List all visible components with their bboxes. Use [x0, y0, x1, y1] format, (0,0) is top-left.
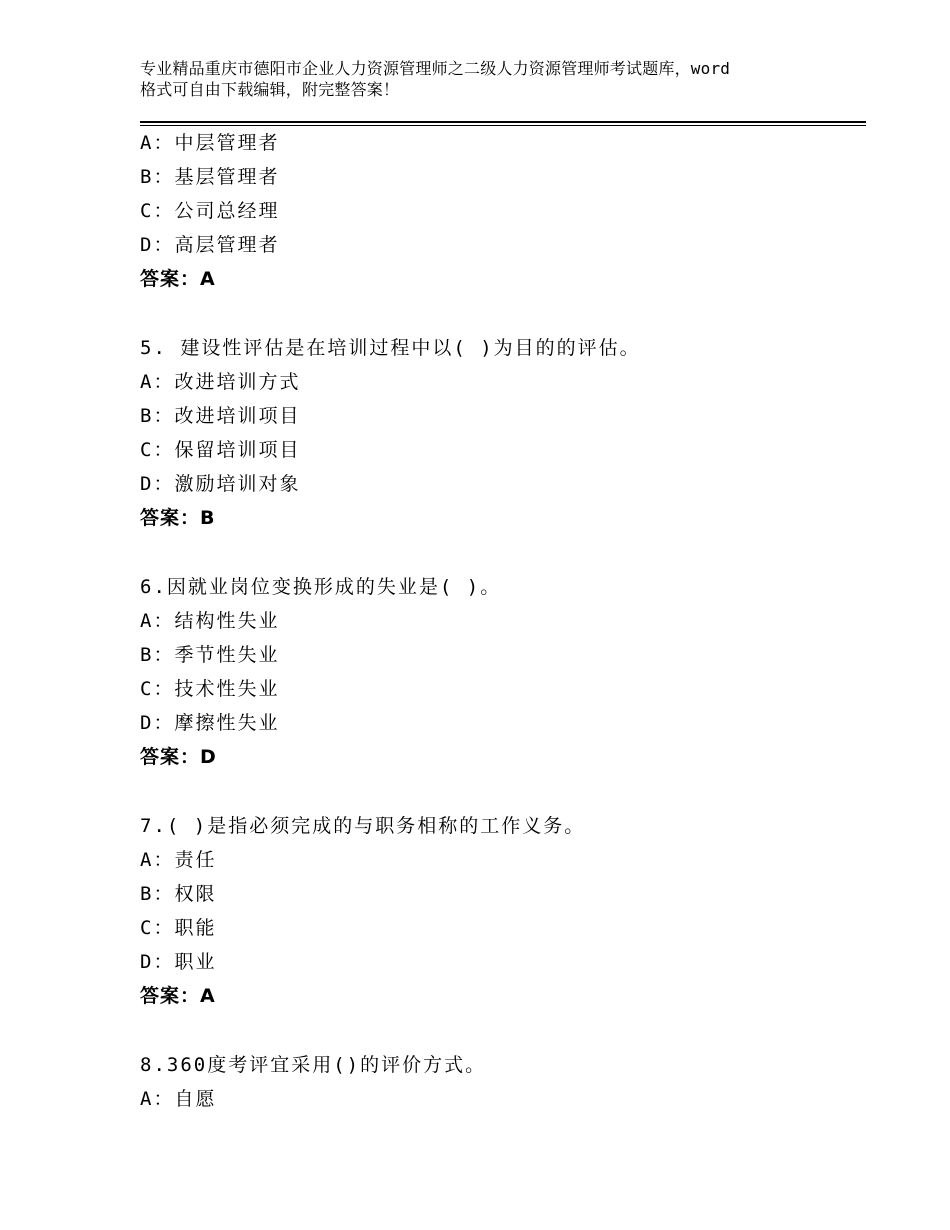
q7-answer: 答案：A	[140, 985, 216, 1007]
header-divider	[140, 121, 866, 126]
q6-answer: 答案：D	[140, 746, 217, 768]
q6-option-d: D：摩擦性失业	[140, 712, 280, 734]
header-line-1: 专业精品重庆市德阳市企业人力资源管理师之二级人力资源管理师考试题库，word	[140, 59, 731, 78]
q5-answer: 答案：B	[140, 507, 216, 529]
q4-option-b: B：基层管理者	[140, 166, 280, 188]
q7-option-b: B：权限	[140, 883, 217, 905]
q6-question: 6.因就业岗位变换形成的失业是( )。	[140, 576, 502, 598]
q7-option-c: C：职能	[140, 917, 217, 939]
q5-question: 5. 建设性评估是在培训过程中以( )为目的的评估。	[140, 337, 641, 359]
q4-option-a: A：中层管理者	[140, 132, 280, 154]
q5-option-d: D：激励培训对象	[140, 473, 301, 495]
q7-option-d: D：职业	[140, 951, 217, 973]
q6-option-b: B：季节性失业	[140, 644, 280, 666]
q7-option-a: A：责任	[140, 849, 217, 871]
q4-option-c: C：公司总经理	[140, 200, 280, 222]
q5-option-a: A：改进培训方式	[140, 371, 301, 393]
q8-question: 8.360度考评宜采用()的评价方式。	[140, 1054, 487, 1076]
q5-option-b: B：改进培训项目	[140, 405, 301, 427]
q4-option-d: D：高层管理者	[140, 234, 280, 256]
q7-question: 7.( )是指必须完成的与职务相称的工作义务。	[140, 815, 586, 837]
q4-answer: 答案：A	[140, 268, 216, 290]
document-header	[140, 58, 830, 100]
header-line-2: 格式可自由下载编辑，附完整答案！	[140, 80, 400, 99]
q6-option-a: A：结构性失业	[140, 610, 280, 632]
q6-option-c: C：技术性失业	[140, 678, 280, 700]
q5-option-c: C：保留培训项目	[140, 439, 301, 461]
q8-option-a: A：自愿	[140, 1088, 217, 1110]
